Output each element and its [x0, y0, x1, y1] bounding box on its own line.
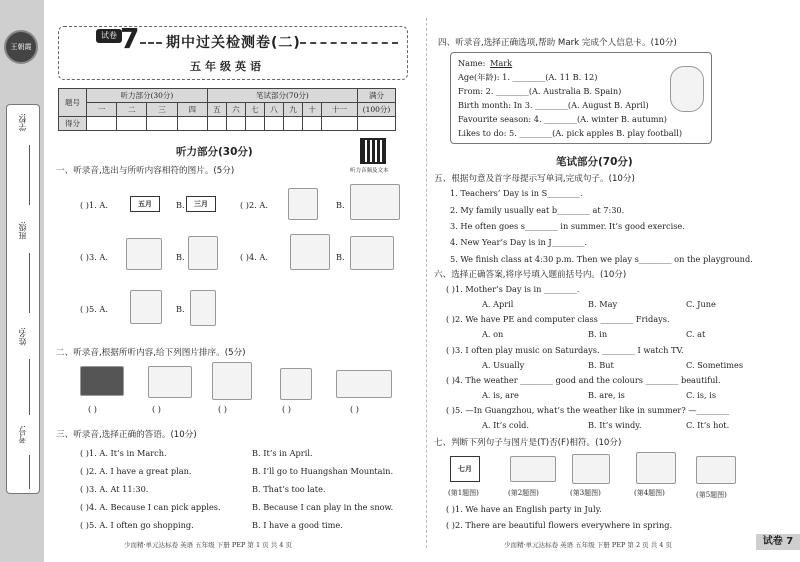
score-cell[interactable]	[177, 117, 207, 131]
name-label: 姓名:	[18, 327, 27, 346]
score-table	[58, 88, 396, 131]
card-line-2: From: 2. ________(A. Australia B. Spain)	[458, 86, 622, 96]
col-3: 三	[147, 103, 177, 117]
s6-q2-b: B. in	[588, 329, 608, 339]
class-line[interactable]	[29, 253, 30, 313]
order-blank-1[interactable]: ( )	[88, 404, 97, 414]
caption-5: (第5题图)	[696, 491, 727, 499]
card-name-value: Mark	[490, 58, 513, 68]
page-title: 期中过关检测卷(二)	[166, 35, 301, 51]
exam-number-label: 考号:	[18, 425, 27, 444]
col-4: 四	[177, 103, 207, 117]
s6-q1-b: B. May	[588, 299, 618, 309]
score-row-label: 得分	[59, 117, 87, 131]
student-info-box	[6, 104, 40, 494]
col-2: 二	[117, 103, 147, 117]
s6-q2-c: C. at	[686, 329, 706, 339]
school-line[interactable]	[29, 145, 30, 205]
section-6-instruction: 六、选择正确答案,将序号填入题前括号内。(10分)	[434, 270, 627, 280]
score-cell[interactable]	[303, 117, 322, 131]
order-picture-4	[280, 368, 312, 400]
caption-4: (第4题图)	[634, 489, 665, 497]
order-picture-5	[336, 370, 392, 398]
score-cell[interactable]	[245, 117, 264, 131]
q4-label: ( )4. A.	[240, 252, 268, 262]
q4-option-b: B.	[336, 252, 345, 262]
col-1: 一	[87, 103, 117, 117]
score-cell[interactable]	[358, 117, 396, 131]
order-picture-2	[148, 366, 192, 398]
q5-picture-b	[190, 290, 216, 326]
score-cell[interactable]	[322, 117, 358, 131]
col-6: 六	[226, 103, 245, 117]
card-name-label: Name:	[458, 58, 486, 68]
tf-picture-2	[510, 456, 556, 482]
section-3-instruction: 三、听录音,选择正确的答语。(10分)	[56, 430, 197, 440]
s3-q1-a: ( )1. A. It’s in March.	[80, 448, 167, 458]
score-cell[interactable]	[207, 117, 226, 131]
title-dash-left	[140, 42, 162, 44]
q1-option-b: B.	[176, 200, 185, 210]
s6-q1-a: A. April	[482, 299, 514, 309]
footer-left: 少而精·单元达标卷 英语 五年级 下册 PEP 第 1 页 共 4 页	[124, 541, 292, 549]
s3-q2-b: B. I’ll go to Huangshan Mountain.	[252, 466, 394, 476]
card-line-1: Age(年龄): 1. ________(A. 11 B. 12)	[458, 72, 598, 82]
card-line-3: Birth month: In 3. ________(A. August B. April)	[458, 100, 649, 110]
page-divider	[426, 18, 427, 548]
section-4-instruction: 四、听录音,选择正确选项,帮助 Mark 完成个人信息卡。(10分)	[438, 38, 677, 48]
s6-q5-c: C. It’s hot.	[686, 420, 730, 430]
q5-label: ( )5. A.	[80, 304, 108, 314]
s6-q5-b: B. It’s windy.	[588, 420, 642, 430]
s3-q3-b: B. That’s too late.	[252, 484, 326, 494]
col-11: 十一	[322, 103, 358, 117]
s3-q5-b: B. I have a good time.	[252, 520, 343, 530]
q5-picture-a	[130, 290, 162, 324]
card-line-4: Favourite season: 4. ________(A. winter B. autumn)	[458, 114, 667, 124]
q2-option-b: B.	[336, 200, 345, 210]
title-dash-right	[300, 42, 398, 44]
section-2-instruction: 二、听录音,根据所听内容,给下列图片排序。(5分)	[56, 348, 246, 358]
q2-picture-a	[288, 188, 318, 220]
paper-badge: 试卷	[96, 29, 122, 43]
s6-q1: ( )1. Mother’s Day is in ________.	[446, 284, 580, 294]
caption-3: (第3题图)	[570, 489, 601, 497]
score-cell[interactable]	[264, 117, 283, 131]
s3-q5-a: ( )5. A. I often go shopping.	[80, 520, 194, 530]
s7-q2: ( )2. There are beautiful flowers everywhere in spring.	[446, 520, 673, 530]
full-score-header: 满分	[358, 89, 396, 103]
s6-q4-b: B. are, is	[588, 390, 625, 400]
listening-header: 听力部分(30分)	[87, 89, 208, 103]
score-cell[interactable]	[87, 117, 117, 131]
score-cell[interactable]	[226, 117, 245, 131]
q3-picture-b	[188, 236, 218, 270]
school-label: 学校:	[18, 113, 27, 132]
s3-q1-b: B. It’s in April.	[252, 448, 313, 458]
col-8: 八	[264, 103, 283, 117]
tf-picture-4	[636, 452, 676, 484]
order-blank-4[interactable]: ( )	[282, 404, 291, 414]
s6-q3-a: A. Usually	[482, 360, 525, 370]
qr-code[interactable]	[360, 138, 386, 164]
s6-q4-a: A. is, are	[482, 390, 519, 400]
s6-q4-c: C. is, is	[686, 390, 717, 400]
s6-q2: ( )2. We have PE and computer class ________ Fridays.	[446, 314, 670, 324]
q4-picture-b	[350, 236, 394, 270]
s5-q3: 3. He often goes s________ in summer. It’s good exercise.	[450, 221, 685, 231]
qr-caption: 听力音频及文本	[350, 168, 389, 174]
order-picture-1	[80, 366, 124, 396]
section-5-instruction: 五、根据句意及首字母提示写单词,完成句子。(10分)	[434, 174, 635, 184]
march-calendar-tag: 三月	[186, 196, 216, 212]
q2-picture-b	[350, 184, 400, 220]
q3-label: ( )3. A.	[80, 252, 108, 262]
exam-number-line[interactable]	[29, 455, 30, 489]
order-blank-2[interactable]: ( )	[152, 404, 161, 414]
class-label: 班级:	[18, 221, 27, 240]
s3-q4-b: B. Because I can play in the snow.	[252, 502, 394, 512]
s7-q1: ( )1. We have an English party in July.	[446, 504, 602, 514]
s6-q3-c: C. Sometimes	[686, 360, 744, 370]
q1-label: ( )1. A.	[80, 200, 108, 210]
written-title: 笔试部分(70分)	[556, 156, 633, 168]
score-cell[interactable]	[284, 117, 303, 131]
s6-q3: ( )3. I often play music on Saturdays. ________ I watch TV.	[446, 345, 684, 355]
col-5: 五	[207, 103, 226, 117]
col-full: (100分)	[358, 103, 396, 117]
paper-number: 7	[120, 22, 140, 55]
listening-title: 听力部分(30分)	[176, 146, 253, 158]
s3-q2-a: ( )2. A. I have a great plan.	[80, 466, 192, 476]
col-10: 十	[303, 103, 322, 117]
s5-q5: 5. We finish class at 4:30 p.m. Then we play s________ on the playground.	[450, 254, 753, 264]
s6-q1-c: C. June	[686, 299, 716, 309]
tf-picture-3	[572, 454, 610, 484]
july-calendar-tag: 七月	[450, 456, 480, 482]
q3-option-b: B.	[176, 252, 185, 262]
s3-q3-a: ( )3. A. At 11:30.	[80, 484, 149, 494]
publisher-logo: 王朝霞	[4, 30, 38, 64]
order-picture-3	[212, 362, 252, 400]
tf-picture-5	[696, 456, 736, 484]
s6-q2-a: A. on	[482, 329, 504, 339]
s6-q5: ( )5. —In Guangzhou, what’s the weather like in summer? —________	[446, 405, 730, 415]
may-calendar-tag: 五月	[130, 196, 160, 212]
q3-picture-a	[126, 238, 162, 270]
score-header: 题号	[59, 89, 87, 117]
caption-1: (第1题图)	[448, 489, 479, 497]
s6-q3-b: B. But	[588, 360, 614, 370]
q2-label: ( )2. A.	[240, 200, 268, 210]
order-blank-5[interactable]: ( )	[350, 404, 359, 414]
s6-q5-a: A. It’s cold.	[482, 420, 530, 430]
s5-q1: 1. Teachers’ Day is in S________.	[450, 188, 583, 198]
page-badge: 试卷 7	[756, 534, 800, 550]
card-line-5: Likes to do: 5. ________(A. pick apples B. play football)	[458, 128, 683, 138]
footer-right: 少而精·单元达标卷 英语 五年级 下册 PEP 第 2 页 共 4 页	[504, 541, 672, 549]
s5-q2: 2. My family usually eat b________ at 7:30.	[450, 205, 625, 215]
section-7-instruction: 七、判断下列句子与图片是(T)否(F)相符。(10分)	[434, 438, 622, 448]
score-cell[interactable]	[147, 117, 177, 131]
q4-picture-a	[290, 234, 330, 270]
order-blank-3[interactable]: ( )	[218, 404, 227, 414]
page-subtitle: 五年级英语	[190, 60, 265, 73]
s5-q4: 4. New Year’s Day is in J________.	[450, 237, 587, 247]
mark-portrait	[670, 66, 704, 112]
col-7: 七	[245, 103, 264, 117]
q5-option-b: B.	[176, 304, 185, 314]
name-line[interactable]	[29, 359, 30, 415]
written-header: 笔试部分(70分)	[207, 89, 357, 103]
col-9: 九	[284, 103, 303, 117]
score-cell[interactable]	[117, 117, 147, 131]
caption-2: (第2题图)	[508, 489, 539, 497]
s6-q4: ( )4. The weather ________ good and the colours ________ beautiful.	[446, 375, 721, 385]
s3-q4-a: ( )4. A. Because I can pick apples.	[80, 502, 221, 512]
section-1-instruction: 一、听录音,选出与所听内容相符的图片。(5分)	[56, 166, 235, 176]
